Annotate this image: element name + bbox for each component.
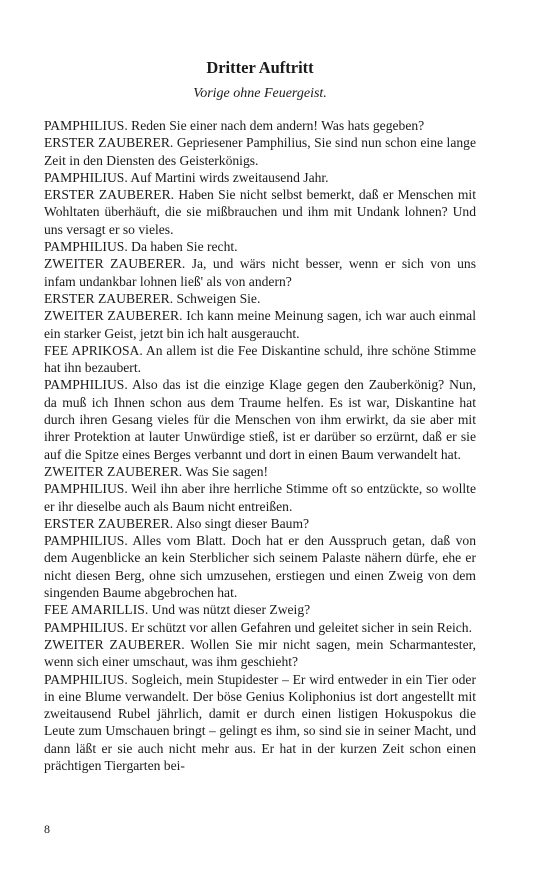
page-content — [44, 58, 476, 774]
dialogue-line: ZWEITER ZAUBERER. Ja, und wärs nicht besser, wenn er sich von uns infam undankbar lohnen ließ' als von andern? — [44, 256, 476, 289]
dialogue-line: PAMPHILIUS. Weil ihn aber ihre herrliche Stimme oft so entzückte, so wollte er ihr dieselbe auch als Baum nicht entreißen. — [44, 481, 476, 514]
dialogue-line: ZWEITER ZAUBERER. Ich kann meine Meinung sagen, ich war auch einmal ein starker Geist, jetzt bin ich halt ausgeraucht. — [44, 308, 476, 341]
dialogue-line: ZWEITER ZAUBERER. Was Sie sagen! — [44, 463, 269, 479]
dialogue-line: PAMPHILIUS. Er schützt vor allen Gefahren und geleitet sicher in sein Reich. — [44, 619, 472, 635]
dialogue-line: PAMPHILIUS. Sogleich, mein Stupidester – Er wird entweder in ein Tier oder in eine Blume verwandelt. Der böse Genius Koliphonius ist dort angestellt mit zweitausend Rubel jährlich, damit er durch einen listigen Hokuspokus die Leute zum Umschauen bringt – gelingt es ihm, so sind sie in seiner Macht, und dann läßt er sie auch nicht mehr aus. Er hat in der kurzen Zeit schon einen prächtigen Tiergarten bei- — [44, 671, 476, 773]
dialogue-line: ERSTER ZAUBERER. Also singt dieser Baum? — [44, 515, 310, 531]
dialogue-body — [44, 117, 476, 774]
dialogue-line: ERSTER ZAUBERER. Haben Sie nicht selbst bemerkt, daß er Menschen mit Wohltaten überhäuft, die sie mißbrauchen und ihm mit Undank lohnen? Und uns versagt er so vieles. — [44, 187, 476, 237]
dialogue-line: FEE AMARILLIS. Und was nützt dieser Zweig? — [44, 602, 311, 618]
dialogue-line: PAMPHILIUS. Auf Martini wirds zweitausend Jahr. — [44, 169, 329, 185]
dialogue-line: PAMPHILIUS. Da haben Sie recht. — [44, 239, 238, 255]
dialogue-line: ERSTER ZAUBERER. Gepriesener Pamphilius, Sie sind nun schon eine lange Zeit in den Diensten des Geisterkönigs. — [44, 135, 476, 168]
dialogue-line: FEE APRIKOSA. An allem ist die Fee Diskantine schuld, ihre schöne Stimme hat ihn bezaubert. — [44, 342, 476, 376]
dialogue-line: PAMPHILIUS. Reden Sie einer nach dem andern! Was hats gegeben? — [44, 118, 425, 133]
dialogue-line: PAMPHILIUS. Also das ist die einzige Klage gegen den Zauberkönig? Nun, da muß ich Ihnen schon aus dem Traume helfen. Es ist war, Diskantine hat durch ihren Gesang vieles für die Menschen von ihm erwirkt, da sie aber mit ihrer Protektion at lauter Unwürdige stieß, ist er darüber so erzürnt, daß er sie auf die Spitze eines Berges verbannt und dort in einen Baum verwandelt hat. — [44, 377, 476, 462]
scene-heading: Dritter Auftritt — [206, 58, 314, 77]
stage-direction: Vorige ohne Feuergeist. — [193, 86, 327, 101]
dialogue-line: ERSTER ZAUBERER. Schweigen Sie. — [44, 290, 261, 306]
page-number: 8 — [44, 822, 50, 836]
dialogue-line: PAMPHILIUS. Alles vom Blatt. Doch hat er den Ausspruch getan, daß von dem Augenblicke an kein Sterblicher sich seinem Palaste nähern dürfe, ehe er nicht diesen Berg, ohne sich umzusehen, erstiegen und einen Zweig von dem singenden Baume abgebrochen hat. — [44, 533, 476, 601]
dialogue-line: ZWEITER ZAUBERER. Wollen Sie mir nicht sagen, mein Scharmantester, wenn sich einer umschaut, was ihm geschieht? — [44, 636, 476, 670]
